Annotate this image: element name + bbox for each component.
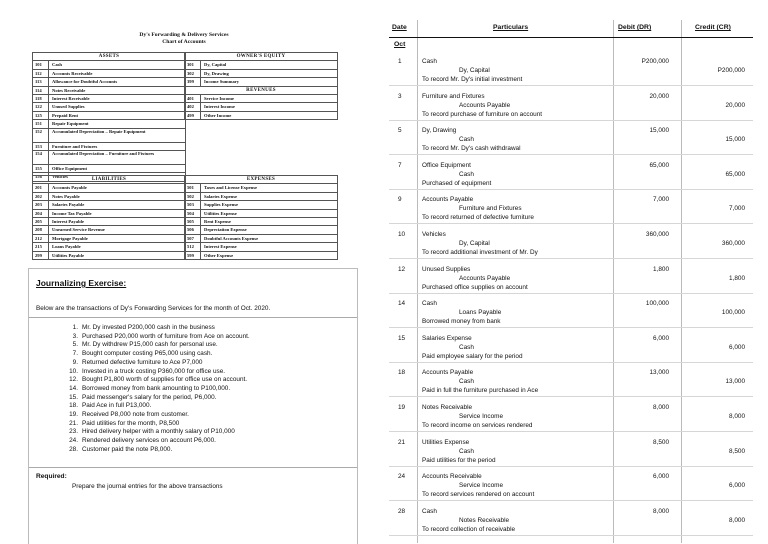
transaction-number: 10. bbox=[69, 367, 78, 375]
account-row bbox=[33, 193, 185, 201]
entry-memo: To record services rendered on account bbox=[422, 491, 535, 499]
equity-table bbox=[184, 52, 338, 120]
account-row bbox=[33, 61, 185, 69]
transaction-text: Customer paid the note P8,000. bbox=[82, 445, 173, 453]
account-row bbox=[185, 103, 337, 111]
journal-entry bbox=[389, 404, 753, 440]
journal-entry bbox=[389, 196, 753, 232]
debit-account: Cash bbox=[422, 300, 437, 308]
entry-day: 24 bbox=[398, 473, 406, 481]
transaction-item bbox=[60, 359, 250, 368]
entry-memo: To record income on services rendered bbox=[422, 422, 533, 429]
debit-amount: 15,000 bbox=[649, 127, 669, 135]
account-name: Accounts Receivable bbox=[52, 70, 93, 76]
row-rule bbox=[389, 258, 753, 259]
account-name: Interest Receivable bbox=[52, 95, 90, 101]
account-name: Salaries Payable bbox=[52, 202, 85, 208]
journalizing-exercise bbox=[28, 268, 358, 544]
entry-memo: To record purchase of furniture on account bbox=[422, 110, 543, 118]
account-number: 302 bbox=[185, 70, 201, 77]
debit-amount: 1,800 bbox=[653, 265, 669, 273]
account-name: Salaries Expense bbox=[204, 193, 238, 199]
account-row bbox=[33, 95, 185, 103]
required-text: Prepare the journal entries for the above transactions bbox=[72, 483, 223, 490]
chart-of-accounts bbox=[32, 28, 336, 258]
account-row bbox=[33, 143, 185, 151]
debit-account: Unused Supplies bbox=[422, 265, 471, 273]
account-number: 401 bbox=[185, 95, 201, 102]
account-number: 512 bbox=[185, 243, 201, 250]
credit-amount: 8,000 bbox=[729, 413, 745, 420]
transaction-number: 1. bbox=[72, 324, 78, 331]
equity-header: OWNER'S EQUITY bbox=[185, 53, 337, 61]
row-rule bbox=[389, 362, 753, 363]
header-credit: Credit (CR) bbox=[695, 24, 731, 31]
transaction-item bbox=[60, 350, 250, 359]
debit-account: Dy, Drawing bbox=[422, 127, 457, 135]
account-name: Other Expense bbox=[204, 252, 234, 258]
transaction-number: 3. bbox=[72, 332, 78, 340]
credit-account: Accounts Payable bbox=[459, 101, 511, 109]
account-name: Mortgage Payable bbox=[52, 235, 88, 241]
entry-memo: Purchased of equipment bbox=[422, 179, 492, 187]
journal-entry bbox=[389, 300, 753, 336]
entry-day: 19 bbox=[398, 404, 406, 411]
transaction-item bbox=[60, 376, 250, 385]
account-name: Depreciation Expense bbox=[204, 227, 247, 233]
journal-entry bbox=[389, 231, 753, 267]
row-rule bbox=[389, 327, 753, 328]
row-rule bbox=[389, 189, 753, 190]
account-number: 204 bbox=[33, 210, 49, 217]
row-rule bbox=[389, 293, 753, 294]
account-row bbox=[185, 61, 337, 69]
assets-header: ASSETS bbox=[33, 53, 185, 61]
journal-entry bbox=[389, 473, 753, 509]
debit-amount: P200,000 bbox=[641, 58, 669, 65]
account-row bbox=[33, 103, 185, 111]
account-number: 101 bbox=[33, 61, 49, 68]
entry-memo: To record collection of receivable bbox=[422, 525, 516, 533]
account-number: 212 bbox=[33, 235, 49, 242]
account-number: 152 bbox=[33, 129, 49, 142]
account-name: Rent Expense bbox=[204, 218, 231, 224]
row-rule bbox=[389, 535, 753, 536]
account-number: 154 bbox=[33, 151, 49, 164]
entry-memo: Paid utilities for the period bbox=[422, 456, 496, 464]
expenses-header: EXPENSES bbox=[185, 176, 337, 184]
account-name: Taxes and License Expense bbox=[204, 185, 258, 191]
journal-entry bbox=[389, 508, 753, 544]
journal-entry bbox=[389, 335, 753, 371]
account-number: 114 bbox=[33, 87, 49, 94]
account-number: 215 bbox=[33, 243, 49, 250]
account-row bbox=[33, 129, 185, 143]
account-number: 208 bbox=[33, 226, 49, 233]
transaction-text: Returned defective furniture to Ace P7,000 bbox=[82, 358, 203, 366]
account-row bbox=[33, 120, 185, 128]
transaction-number: 9. bbox=[72, 358, 78, 366]
credit-amount: 8,500 bbox=[729, 447, 745, 455]
account-row bbox=[185, 78, 337, 86]
credit-amount: 6,000 bbox=[729, 343, 745, 351]
account-row bbox=[33, 112, 185, 120]
debit-account: Office Equipment bbox=[422, 161, 471, 169]
header-particulars: Particulars bbox=[493, 24, 529, 31]
assets-table bbox=[32, 52, 186, 182]
debit-account: Accounts Payable bbox=[422, 369, 474, 377]
transaction-number: 15. bbox=[69, 393, 78, 401]
account-row bbox=[185, 184, 337, 192]
account-name: Furniture and Fixtures bbox=[52, 143, 98, 149]
entry-day: 15 bbox=[398, 334, 406, 342]
entry-day: 5 bbox=[398, 127, 402, 135]
account-number: 156 bbox=[33, 173, 49, 180]
debit-amount: 360,000 bbox=[645, 231, 669, 238]
debit-amount: 8,000 bbox=[653, 507, 669, 515]
account-number: 155 bbox=[33, 165, 49, 172]
row-rule bbox=[389, 431, 753, 432]
row-rule bbox=[389, 396, 753, 397]
debit-account: Accounts Receivable bbox=[422, 473, 482, 481]
account-name: Income Summary bbox=[204, 79, 240, 85]
account-number: 118 bbox=[33, 95, 49, 102]
transaction-text: Paid messenger's salary for the period, P6,000. bbox=[82, 393, 217, 401]
credit-account: Accounts Payable bbox=[459, 274, 511, 282]
credit-amount: 6,000 bbox=[729, 482, 745, 490]
account-number: 599 bbox=[185, 252, 201, 259]
transaction-number: 24. bbox=[69, 437, 78, 445]
account-row bbox=[33, 165, 185, 173]
header-rule bbox=[389, 37, 753, 38]
transaction-list bbox=[60, 324, 250, 455]
journal-entry bbox=[389, 93, 753, 129]
row-rule bbox=[389, 223, 753, 224]
account-name: Other Income bbox=[204, 112, 232, 118]
account-row bbox=[33, 243, 185, 251]
account-row bbox=[185, 70, 337, 78]
journal-entry bbox=[389, 266, 753, 302]
revenues-header: REVENUES bbox=[185, 87, 337, 95]
debit-amount: 8,000 bbox=[653, 404, 669, 411]
account-row bbox=[33, 151, 185, 165]
account-name: Utilities Expense bbox=[204, 210, 237, 216]
credit-account: Dy, Capital bbox=[459, 67, 490, 74]
journal-entry bbox=[389, 369, 753, 405]
transaction-number: 19. bbox=[69, 411, 78, 419]
account-name: Interest Payable bbox=[52, 218, 84, 224]
account-number: 201 bbox=[33, 184, 49, 191]
coa-title: Dy's Forwarding & Delivery Services bbox=[139, 32, 229, 38]
account-name: Cash bbox=[52, 62, 62, 68]
debit-account: Vehicles bbox=[422, 231, 446, 238]
credit-account: Service Income bbox=[459, 482, 504, 490]
journal-entry bbox=[389, 127, 753, 163]
credit-amount: 100,000 bbox=[721, 309, 745, 317]
credit-account: Loans Payable bbox=[459, 309, 502, 317]
account-number: 301 bbox=[185, 61, 201, 68]
debit-account: Utilities Expense bbox=[422, 438, 470, 446]
debit-amount: 65,000 bbox=[649, 161, 669, 169]
row-rule bbox=[389, 120, 753, 121]
transaction-item bbox=[60, 341, 250, 350]
account-number: 506 bbox=[185, 226, 201, 233]
credit-amount: 360,000 bbox=[721, 240, 745, 247]
account-name: Unused Supplies bbox=[52, 104, 85, 110]
account-row bbox=[185, 210, 337, 218]
account-number: 399 bbox=[185, 78, 201, 85]
exercise-intro: Below are the transactions of Dy's Forwarding Services for the month of Oct. 2020. bbox=[36, 305, 271, 312]
account-row bbox=[33, 87, 185, 95]
debit-account: Notes Receivable bbox=[422, 404, 473, 411]
entry-day: 10 bbox=[398, 231, 406, 238]
account-name: Supplies Expense bbox=[204, 202, 239, 208]
transaction-item bbox=[60, 333, 250, 342]
required-label: Required: bbox=[36, 473, 67, 480]
account-row bbox=[33, 78, 185, 86]
transaction-text: Mr. Dy invested P200,000 cash in the business bbox=[82, 324, 215, 331]
transaction-item bbox=[60, 411, 250, 420]
credit-account: Cash bbox=[459, 378, 474, 386]
account-row bbox=[185, 243, 337, 251]
account-number: 153 bbox=[33, 143, 49, 150]
divider bbox=[29, 317, 357, 318]
account-number: 202 bbox=[33, 193, 49, 200]
entry-day: 28 bbox=[398, 507, 406, 515]
entry-day: 3 bbox=[398, 92, 402, 100]
account-name: Dy, Capital bbox=[204, 62, 227, 68]
account-number: 203 bbox=[33, 201, 49, 208]
transaction-number: 18. bbox=[69, 402, 78, 410]
transaction-number: 21. bbox=[69, 419, 78, 427]
account-row bbox=[33, 70, 185, 78]
entry-memo: To record Mr. Dy's cash withdrawal bbox=[422, 145, 521, 153]
account-row bbox=[33, 218, 185, 226]
credit-amount: 65,000 bbox=[725, 170, 745, 178]
debit-account: Cash bbox=[422, 507, 437, 515]
account-number: 112 bbox=[33, 70, 49, 77]
entry-memo: Borrowed money from bank bbox=[422, 318, 501, 326]
transaction-number: 7. bbox=[72, 350, 78, 358]
account-name: Doubtful Accounts Expense bbox=[204, 235, 259, 241]
debit-account: Salaries Expense bbox=[422, 334, 472, 342]
transaction-item bbox=[60, 402, 250, 411]
debit-amount: 13,000 bbox=[649, 369, 669, 377]
transaction-item bbox=[60, 368, 250, 377]
transaction-number: 14. bbox=[69, 384, 78, 392]
transaction-item bbox=[60, 437, 250, 446]
account-row bbox=[185, 95, 337, 103]
account-name: Interest Income bbox=[204, 104, 235, 110]
transaction-text: Invested in a truck costing P360,000 for office use. bbox=[82, 367, 226, 375]
account-row bbox=[33, 226, 185, 234]
entry-day: 1 bbox=[398, 58, 402, 65]
entry-day: 9 bbox=[398, 196, 402, 204]
account-row bbox=[33, 252, 185, 260]
entry-memo: Paid in full the furniture purchased in Ace bbox=[422, 387, 539, 395]
account-number: 299 bbox=[33, 252, 49, 259]
entry-day: 21 bbox=[398, 438, 406, 446]
account-name: Allowance for Doubtful Accounts bbox=[52, 79, 118, 85]
credit-amount: 8,000 bbox=[729, 516, 745, 524]
transaction-text: Hired delivery helper with a monthly salary of P10,000 bbox=[82, 428, 235, 436]
general-journal bbox=[389, 20, 753, 543]
debit-account: Furniture and Fixtures bbox=[422, 92, 485, 100]
transaction-number: 5. bbox=[72, 341, 78, 349]
credit-account: Cash bbox=[459, 343, 474, 351]
account-name: Office Equipment bbox=[52, 165, 88, 171]
divider bbox=[29, 467, 357, 468]
liabilities-header: LIABILITIES bbox=[33, 176, 185, 184]
account-row bbox=[185, 226, 337, 234]
transaction-number: 12. bbox=[69, 376, 78, 384]
account-name: Interest Expense bbox=[204, 244, 237, 250]
account-number: 501 bbox=[185, 184, 201, 191]
account-number: 205 bbox=[33, 218, 49, 225]
entry-memo: To record Mr. Dy's initial investment bbox=[422, 76, 523, 83]
header-debit: Debit (DR) bbox=[618, 24, 652, 31]
debit-account: Cash bbox=[422, 58, 437, 65]
header-date: Date bbox=[392, 24, 407, 31]
account-row bbox=[185, 112, 337, 120]
credit-account: Cash bbox=[459, 170, 474, 178]
transaction-text: Paid utilities for the month, P8,500 bbox=[82, 419, 180, 427]
account-number: 505 bbox=[185, 218, 201, 225]
credit-amount: 7,000 bbox=[729, 205, 745, 213]
row-rule bbox=[389, 500, 753, 501]
account-name: Notes Receivable bbox=[52, 87, 86, 93]
transaction-item bbox=[60, 385, 250, 394]
journal-month: Oct bbox=[394, 41, 406, 48]
account-number: 113 bbox=[33, 78, 49, 85]
credit-account: Cash bbox=[459, 136, 474, 144]
account-name: Vehicles bbox=[52, 174, 68, 180]
credit-account: Dy, Capital bbox=[459, 240, 490, 247]
row-rule bbox=[389, 85, 753, 86]
transaction-text: Received P8,000 note from customer. bbox=[82, 411, 189, 419]
account-number: 402 bbox=[185, 103, 201, 110]
row-rule bbox=[389, 466, 753, 467]
journal-entry bbox=[389, 162, 753, 198]
account-row bbox=[33, 235, 185, 243]
account-name: Accumulated Depreciation – Repair Equipment bbox=[52, 128, 146, 134]
entry-day: 12 bbox=[398, 265, 406, 273]
credit-account: Service Income bbox=[459, 413, 504, 420]
transaction-item bbox=[60, 428, 250, 437]
debit-amount: 6,000 bbox=[653, 473, 669, 481]
row-rule bbox=[389, 154, 753, 155]
credit-amount: 20,000 bbox=[725, 101, 745, 109]
account-number: 503 bbox=[185, 201, 201, 208]
account-number: 151 bbox=[33, 120, 49, 127]
account-name: Accounts Payable bbox=[52, 185, 87, 191]
debit-amount: 6,000 bbox=[653, 334, 669, 342]
credit-account: Furniture and Fixtures bbox=[459, 205, 522, 213]
exercise-title: Journalizing Exercise: bbox=[36, 278, 127, 288]
credit-amount: P200,000 bbox=[717, 67, 745, 74]
transaction-text: Borrowed money from bank amounting to P100,000. bbox=[82, 384, 231, 392]
debit-amount: 100,000 bbox=[645, 300, 669, 308]
account-name: Dy, Drawing bbox=[204, 70, 229, 76]
credit-account: Cash bbox=[459, 447, 474, 455]
entry-memo: Purchased office supplies on account bbox=[422, 283, 528, 291]
account-name: Prepaid Rent bbox=[52, 112, 79, 118]
account-row bbox=[33, 184, 185, 192]
account-number: 507 bbox=[185, 235, 201, 242]
coa-subtitle: Chart of Accounts bbox=[162, 39, 206, 45]
account-number: 502 bbox=[185, 193, 201, 200]
journal-entry bbox=[389, 439, 753, 475]
debit-account: Accounts Payable bbox=[422, 196, 474, 204]
transaction-number: 23. bbox=[69, 428, 78, 436]
account-number: 499 bbox=[185, 112, 201, 119]
account-name: Loans Payable bbox=[52, 244, 81, 250]
account-row bbox=[33, 210, 185, 218]
account-number: 125 bbox=[33, 112, 49, 119]
account-row bbox=[185, 235, 337, 243]
entry-day: 14 bbox=[398, 300, 406, 308]
account-name: Notes Payable bbox=[52, 193, 80, 199]
transaction-text: Bought computer costing P65,000 using cash. bbox=[82, 350, 213, 358]
transaction-number: 28. bbox=[69, 445, 78, 453]
entry-memo: Paid employee salary for the period bbox=[422, 352, 523, 360]
account-name: Repair Equipment bbox=[52, 121, 89, 127]
account-row bbox=[185, 218, 337, 226]
entry-day: 18 bbox=[398, 369, 406, 377]
credit-amount: 1,800 bbox=[729, 274, 745, 282]
account-name: Service Income bbox=[204, 95, 234, 101]
transaction-text: Bought P1,800 worth of supplies for office use on account. bbox=[82, 376, 248, 384]
account-row bbox=[185, 201, 337, 209]
transaction-text: Paid Ace in full P13,000. bbox=[82, 402, 152, 410]
transaction-item bbox=[60, 420, 250, 429]
account-number: 504 bbox=[185, 210, 201, 217]
account-name: Unearned Service Revenue bbox=[52, 227, 105, 233]
debit-amount: 20,000 bbox=[649, 92, 669, 100]
liabilities-table bbox=[32, 175, 186, 260]
transaction-item bbox=[60, 446, 250, 455]
entry-memo: To record returned of defective furniture bbox=[422, 214, 534, 222]
account-name: Accumulated Depreciation – Furniture and Fixtures bbox=[52, 150, 155, 156]
debit-amount: 8,500 bbox=[653, 438, 669, 446]
journal-entry bbox=[389, 58, 753, 94]
account-number: 122 bbox=[33, 103, 49, 110]
account-name: Income Tax Payable bbox=[52, 210, 92, 216]
credit-amount: 13,000 bbox=[725, 378, 745, 386]
account-row bbox=[185, 193, 337, 201]
transaction-text: Mr. Dy withdrew P15,000 cash for personal use. bbox=[82, 341, 218, 349]
credit-account: Notes Receivable bbox=[459, 516, 510, 524]
account-row bbox=[33, 201, 185, 209]
transaction-item bbox=[60, 394, 250, 403]
account-row bbox=[185, 252, 337, 260]
expenses-table bbox=[184, 175, 338, 260]
transaction-text: Rendered delivery services on account P6,000. bbox=[82, 437, 216, 445]
transaction-item bbox=[60, 324, 250, 333]
entry-day: 7 bbox=[398, 161, 402, 169]
credit-amount: 15,000 bbox=[725, 136, 745, 144]
entry-memo: To record additional investment of Mr. Dy bbox=[422, 249, 538, 256]
transaction-text: Purchased P20,000 worth of furniture from Ace on account. bbox=[82, 332, 250, 340]
account-name: Utilities Payable bbox=[52, 252, 85, 258]
debit-amount: 7,000 bbox=[653, 196, 669, 204]
